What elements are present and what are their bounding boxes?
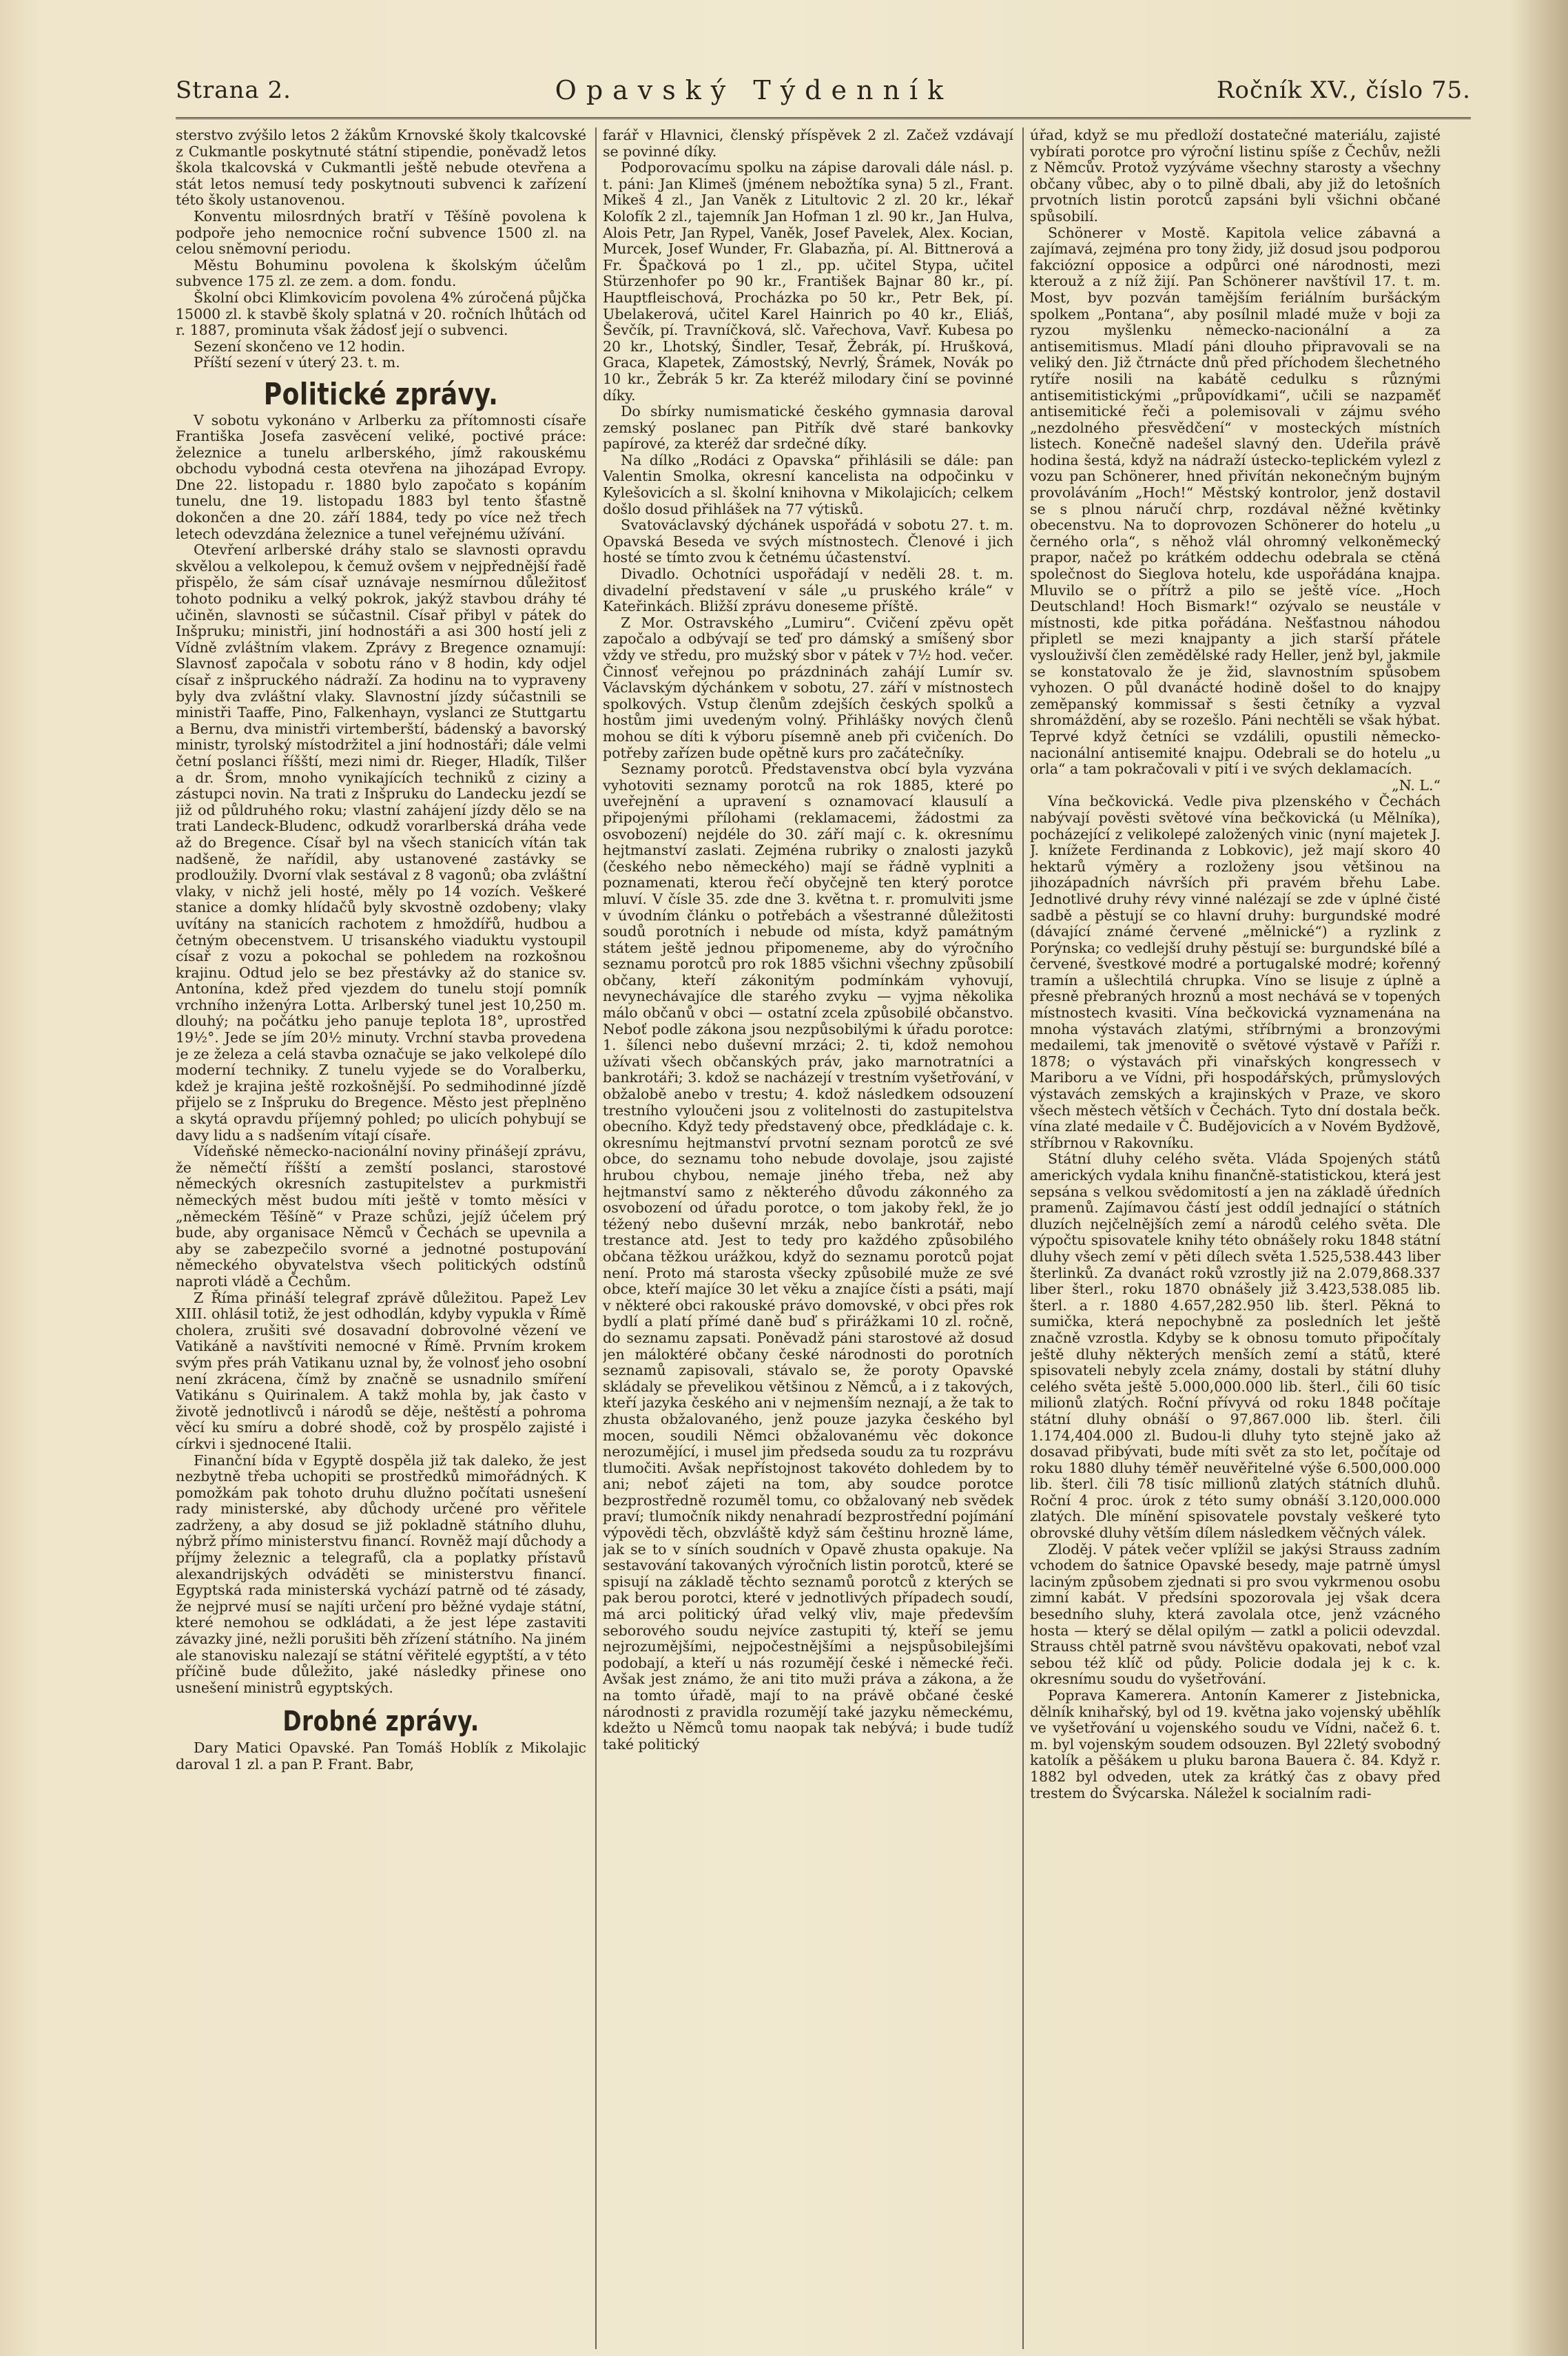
article-paragraph: Městu Bohuminu povolena k školským účelům subvence 175 zl. ze zem. a dom. fondu. [176, 256, 586, 290]
article-paragraph: Vína bečkovická. Vedle piva plzenského v Čechách nabývají pověsti světové vína bečkovická (u Mělníka), pocházející z velikolepé založených vinic (nyní majetek J. J. knížete Ferdinanda z Lobkovic), jež mají skoro 40 hektarů výměry a rozloženy jsou většinou na jihozápadních návrších při pravém břehu Labe. Jednotlivé druhy révy vinné nalézají se zde v úplné čisté sadbě a pěstují se co hlavní druhy: burgundské modré (dávající známé červené „mělnické“) a ryzlink z Porýnska; co vedlejší druhy pěstují se: burgundské bílé a červené, švestkové modré a portugalské modré; kořenný tramín a ušlechtilá chrupka. Víno se lisuje z úplně a přesně přebraných hroznů a most nechává se v topených místnostech kvasiti. Vína bečkovická vyznamenána na mnoha výstavách zlatými, stříbrnými a bronzovými medailemi, tak jmenovitě o světové výstavě v Paříži r. 1878; o výstavách při vinařských kongressech v Mariboru a ve Vídni, při hospodářských, průmyslových výstavách zemských a krajinských v Praze, ve skoro všech městech větších v Čechách. Tyto dní dostala bečk. vína zlaté medaile v Č. Budějovicích a v Novém Bydžově, stříbrnou v Rakovníku. [1030, 793, 1441, 1151]
column-1 [176, 127, 586, 2356]
article-paragraph: Seznamy porotců. Představenstva obcí byla vyzvána vyhotoviti seznamy porotců na rok 1885, které po uveřejnění a upravení s oznamovací klausulí a připojenými přílohami (reklamacemi, žádostmi za osvobození) nejdéle do 30. září mají c. k. okresnímu hejtmanství zaslati. Zejména rubriky o znalosti jazyků (českého nebo německého) mají se řádně vyplniti a poznamenati, kterou řečí obyčejně ten který porotce mluví. V čísle 35. zde dne 3. května t. r. promulviti jsme v úvodním článku o potřebách a všestranné důležitosti soudů porotních i nebude od místa, když památným státem ještě jednou připomeneme, aby do výročního seznamu porotců pro rok 1885 všichni všechny způsobilí občany, kteří zákonitým podmínkám vyhovují, nevynechávajíce dle starého zvyku — vyjma několika málo občanů v obci — ostatní zcela způsobilé občanstvo. Neboť podle zákona jsou nezpůsobilými k úřadu porotce: 1. šílenci nebo duševní mrzáci; 2. ti, kdož nemohou užívati všech občanských práv, jako marnotratníci a bankrotáři; 3. kdož se nacházejí v trestním vyšetřování, v obžalobě anebo v trestu; 4. kdož následkem odsouzení trestního vyloučeni jsou z volitelnosti do zastupitelstva obecního. Když tedy představený obce, předkládaje c. k. okresnímu hejtmanství prvotní seznam porotců ze své obce, do seznamu toho nebude dovolaje, jsou zajisté hrubou chybou, nemaje jiného třeba, než aby hejtmanství samo z některého důvodu zákonného za osvobození od úřadu porotce, o tom jakoby řekl, že jo téžený nebo duševní mrzák, nebo bankrotář, nebo trestance atd. Jest to tedy pro každého způsobilého občana těžkou urážkou, když do seznamu porotců pojat není. Proto má starosta všecky způsobilé muže ze své obce, kteří majíce 30 let věku a znajíce čísti a psáti, mají v některé obci rakouské právo domovské, v obci přes rok bydlí a platí přímé daně buď s přirážkami 10 zl. ročně, do seznamu zapsati. Poněvadž páni starostové až dosud jen máloktéré občany české národnosti do porotních seznamů zapisovali, stávalo se, že poroty Opavské skládaly se převelikou většinou z Němců, a i z takových, kteří jazyka českého ani v nejmenším neznají, a že tak to zhusta obžalovaného, jenž pouze jazyka českého byl mocen, soudili Němci obžalovanému věc dokonce nerozumějící, i musel jim předseda soudu za tu rozprávu tlumočiti. Avšak nepřístojnost takovéto dohledem by to ani; neboť zájeti na tom, aby soudce porotce bezprostředně rozuměl tomu, co obžalovaný neb svědek praví; tlumočník nikdy nenahradí bezprostřední pojímání výpovědi těch, obzvláště když sám češtinu hrozně láme, jak se to v síních soudních v Opavě zhusta opakuje. Na sestavování takovaných výročních listin porotců, které se spisují na základě těchto seznamů porotců z kterých se pak berou porotci, které v jednotlivých případech soudí, má arci politický úřad velký vliv, maje především seborového soudu nejvíce zastupiti tý, kteří se jemu nejrozumějšími, nejpočestnějšími a nejspůsobilejšími podobají, a kteří u nás rozumějí české i německé řeči. Avšak jest známo, že ani tito muži práva a zákona, a že na tomto úřadě, mají to na právě občané české národnosti z pravidla rozumějí také jazyku německému, kdežto u Němců tomu naopak tak nebývá; i bude tudíž také politický [603, 761, 1013, 1753]
header-rule [176, 117, 1471, 119]
article-paragraph: Do sbírky numismatické českého gymnasia daroval zemský poslanec pan Pitřík dvě staré bankovky papírové, za kteréž dar srdečné díky. [603, 403, 1013, 453]
article-paragraph: Podporovacímu spolku na zápise darovali dále násl. p. t. páni: Jan Klimeš (jménem nebožtíka syna) 5 zl., Frant. Mikeš 4 zl., Jan Vaněk z Litultovic 2 zl. 20 kr., lékař Kolofík 2 zl., tajemník Jan Hofman 1 zl. 90 kr., Jan Hulva, Alois Petr, Jan Rypel, Vaněk, Josef Pavelek, Alex. Kocian, Murcek, Josef Wunder, Fr. Glabazňa, pí. Al. Bittnerová a Fr. Špačková po 1 zl., pp. učitel Stypa, učitel Stürzenhofer po 90 kr., František Bajnar 80 kr., pí. Hauptfleischová, Procházka po 50 kr., Petr Bek, pí. Ubelakerová, učitel Karel Hainrich po 40 kr., Eliáš, Ševčík, pí. Travníčková, slč. Vařechova, Vavř. Kubesa po 20 kr., Lhotský, Šindler, Tesař, Žebrák, pí. Hrušková, Graca, Klapetek, Zámostský, Nevrlý, Šrámek, Novák po 10 kr., Žebrák 5 kr. Za kteréž milodary činí se povinné díky. [603, 159, 1013, 404]
article-signature: „N. L.“ [1392, 776, 1441, 794]
article-paragraph: sterstvo zvýšilo letos 2 žákům Krnovské školy tkalcovské z Cukmantle poskytnuté státní stipendie, poněvadž letos škola tkalcovská v Cukmantli ještě nebude otevřena a stát letos nemusí tedy poskytnouti subvenci k zařízení této školy ustanovenou. [176, 127, 586, 209]
article-paragraph: Otevření arlberské dráhy stalo se slavnosti opravdu skvělou a velkolepou, k čemuž ovšem v nejpřednější řadě přispělo, že sám císař uznávaje nesmírnou důležitosť tohoto podniku a velký pokrok, jakýž stavbou dráhy té učiněn, slavnosti se súčastnil. Císař přibyl v pátek do Inšpruku; ministři, jiní hodnostáři a asi 300 hostí jeli z Vídně zvláštním vlakem. Zprávy z Bregence oznamují: Slavnosť započala v sobotu ráno v 8 hodin, kdy odjel císař z inšpruckého nádraží. Za hodinu na to vypraveny byly dva zvláštní vlaky. Slavnostní jízdy súčastnili se ministři Taaffe, Pino, Falkenhayn, vyslanci ze Stuttgartu a Bernu, dva ministři virtemberští, bádenský a bavorský ministr, tyrolský místodržitel a jiní hodnostáři; dále velmi četní poslanci říšští, mezi nimi dr. Rieger, Hladík, Tilšer a dr. Šrom, mnoho vynikajících techniků z ciziny a zástupci novin. Na trati z Inšpruku do Landecku jezdí se již od půldruhého roku; vlastní zahájení jízdy dělo se na trati Landeck-Bludenc, odkudž vorarlberská dráha vede až do Bregence. Císař byl na všech stanicích vítán tak nadšeně, že nařídil, aby ustanovené zastávky se prodloužily. Dvorní vlak sestával z 8 vagonů; oba zvláštní vlaky, v nichž jeli hosté, měly po 14 vozích. Veškeré stanice a domky hlídačů byly skvostně ozdobeny; vlaky uvítány na stanicích rachotem z hmoždířů, hudbou a četným obecenstvem. U trisanského viaduktu vystoupil císař z vozu a pokochal se pohledem na rozkošnou krajinu. Odtud jelo se bez přestávky až do stanice sv. Antonína, kdež před vjezdem do tunelu stojí pomník vrchního inženýra Lotta. Arlberský tunel jest 10,250 m. dlouhý; na počátku jeho panuje teplota 18°, uprostřed 19½°. Jede se jím 20½ minuty. Vrchní stavba provedena je ze železa a celá stavba označuje se jako velkolepé dílo moderní techniky. Z tunelu vyjede se do Voralberku, kdež je krajina ještě rozkošnější. Po sedmihodinné jízdě přijelo se z Inšpruku do Bregence. Město jest přeplněno a skytá opravdu příjemný pohled; po ulicích pohybují se davy lidu a s nadšením vítají císaře. [176, 541, 586, 1144]
article-paragraph: Finanční bída v Egyptě dospěla již tak daleko, že jest nezbytně třeba uchopiti se prostředků mimořádných. K pomožkám pak tohoto druhu dlužno počítati usnešení rady ministerské, aby důchody určené pro věřitele zadrženy, a aby dosud se již pokladně státního dluhu, nýbrž přímo ministerstvu financí. Rovněž mají důchody a příjmy železnic a telegrafů, cla a poplatky přístavů alexandrijských odváděti se ministerstvu financí. Egyptská rada ministerská vychází patrně od té zásady, že nejprvé musí se najíti určení pro běžné vydaje státní, které nemohou se odkládati, a že jest lépe zastaviti závazky jiné, nežli porušiti běh zřízení státního. Na jiném ale stanovisku nalezají se státní věřitelé egyptští, a v této příčině bude důležito, jaké následky přinese ono usnešení ministrů egyptských. [176, 1451, 586, 1696]
article-paragraph: Vídeňské německo-nacionální noviny přinášejí zprávu, že němečtí říšští a zemští poslanci, starostové německých okresních zastupitelstev a purkmistři německých měst budou míti ještě v tomto měsíci v „německém Těšíně“ v Praze schůzi, jejíž účelem prý bude, aby organisace Němců v Čechách se upevnila a aby se zabezpečilo svorné a jednotné postupování německého obyvatelstva všech politických odstínů naproti vládě a Čechům. [176, 1143, 586, 1290]
article-paragraph: Příští sezení v úterý 23. t. m. [194, 354, 400, 371]
article-paragraph: Z Mor. Ostravského „Lumiru“. Cvičení zpěvu opět započalo a odbývají se teď pro dámský a smíšený sbor vždy ve středu, pro mužský sbor v pátek v 7½ hod. večer. Činnosť veřejnou po prázdninách zahájí Lumír sv. Václavským dýchánkem v sobotu, 27. září v místnostech spolkových. Vstup členům zdejších českých spolků a hostům jimi uvedeným volný. Přihlášky nových členů mohou se díti k výboru písemně aneb při cvičeních. Do potřeby zařízen bude opětně kurs pro začátečníky. [603, 614, 1013, 761]
column-divider [595, 127, 597, 2349]
column-2 [603, 127, 1013, 2356]
newspaper-title: Opavský Týdenník [555, 75, 953, 105]
article-paragraph: V sobotu vykonáno v Arlberku za přítomnosti císaře Františka Josefa zasvěcení veliké, poctivé práce: železnice a tunelu arlberského, jímž rakouskému obchodu vybodná cesta otevřena na jihozápad Evropy. Dne 22. listopadu r. 1880 bylo započato s kopáním tunelu, dne 19. listopadu 1883 byl tento šťastně dokončen a dne 20. září 1884, tedy po více než třech letech odevzdána železnice a tunel veřejnému užívání. [176, 411, 586, 542]
page-header [176, 66, 1471, 114]
article-paragraph: Divadlo. Ochotníci uspořádají v neděli 28. t. m. divadelní představení v sále „u pruského krále“ v Kateřinkách. Bližší zprávu doneseme příště. [603, 566, 1013, 615]
section-title-politicke: Politické zprávy. [263, 376, 499, 412]
column-divider [1022, 127, 1024, 2349]
article-paragraph: Školní obci Klimkovicím povolena 4% zúročená půjčka 15000 zl. k stavbě školy splatná v 20. ročních lhůtách od r. 1887, prominuta však žádosť její o subvenci. [176, 289, 586, 339]
article-paragraph: Konventu milosrdných bratří v Těšíně povolena k podpoře jeho nemocnice roční subvence 1500 zl. na celou sněmovní periodu. [176, 207, 586, 258]
article-paragraph: úřad, když se mu předloží dostatečné materiálu, zajisté vybírati porotce pro výroční listinu spíše z Čechův, nežli z Němcův. Protož vyzýváme všechny starosty a všechny občany vůbec, aby o to pilně dbali, aby již do letošních prvotních listin porotců zapsáni byli všichni občané spůsobilí. [1030, 127, 1441, 225]
page-number: Strana 2. [176, 76, 291, 104]
article-paragraph: Sezení skončeno ve 12 hodin. [194, 338, 406, 355]
article-paragraph: Svatováclavský dýchánek uspořádá v sobotu 27. t. m. Opavská Beseda ve svých místnostech. Členové i jich hosté se tímto zvou k četnému účastenství. [603, 517, 1013, 566]
page-edge-shadow [1509, 0, 1568, 2356]
article-paragraph: Z Říma přináší telegraf zprávě důležitou. Papež Lev XIII. ohlásil totiž, že jest odhodlán, kdyby vypukla v Římě cholera, zrušiti své dosavadní dobrovolné vězení ve Vatikáně a navštíviti nemocné v Římě. Prvním krokem svým přes práh Vatikanu uznal by, že volnosť jeho osobní není zkrácena, čímž by značně se usnadnilo smíření Vatikánu s Quirinalem. A takž mohla by, jak často v životě jednotlivců i národů se děje, neštěstí a pohroma věcí ku smíru a dobré shodě, což by prospělo zajisté i církvi i sjednocené Italii. [176, 1289, 586, 1452]
article-paragraph: Zloděj. V pátek večer vplížil se jakýsi Strauss zadním vchodem do šatnice Opavské besedy, maje patrně úmysl laciným způsobem zjednati si pro svou vykrmenou osobu zimní kabát. V předsíni spozorovala jej však dcera besedního sluhy, která zavolala otce, jenž vzácného hosta — který se dělal opilým — zatkl a policii odevzdal. Strauss chtěl patrně svou návštěvu opakovati, neboť vzal sebou též klíč od půdy. Policie dodala jej k c. k. okresnímu soudu do vyšetřování. [1030, 1540, 1441, 1688]
section-title-drobne: Drobné zprávy. [282, 1706, 479, 1738]
issue-number: Ročník XV., číslo 75. [1216, 76, 1471, 104]
article-paragraph: Schönerer v Mostě. Kapitola velice zábavná a zajímavá, zejména pro tony židy, již dosud jsou podporou fakciózní opposice a odpůrci oné národnosti, mezi kterouž a z níž žijí. Pan Schönerer navštívil 17. t. m. Most, byv pozván tamějším feriálním buršáckým spolkem „Pontana“, aby posílnil mladé muže v boji za ryzou myšlenku německo-nacionální a za antisemitismus. Mladí páni dlouho připravovali se na veliký den. Již čtrnácte dnů před příchodem šlechetného rytíře nosili na kabátě cedulku s různými antisemitistickými „průpovídkami“, učili se nazpaměť antisemitické řeči a polemisovali v zájmu svého „nezdolného přesvědčení“ v mosteckých místních listech. Konečně nadešel slavný den. Udeřila právě hodina šestá, když na nádraží ústecko-teplickém vylezl z vozu pan Schönerer, hned přivítán nekonečným bujným provoláváním „Hoch!“ Městský kontrolor, jenž dostavil se s plnou náručí chrp, rozdával něžné květinky obecenstvu. Na to doprovozen Schönerer do hotelu „u černého orla“, s něhož vlál ohromný velkoněmecký prapor, načež po krátkém oddechu odebrala se ctěná společnost do Sieglova hotelu, kde uspořádána knajpa. Mluvilo se o přítrž a pilo se ještě více. „Hoch Deutschland! Hoch Bismark!“ ozývalo se neustále v místnosti, kde pitka pořádána. Nešťastnou náhodou připletl se mezi knajpanty a jich starší přátele vyslouživší člen zemědělské rady Heller, jenž byl, jakmile se konstatovalo že je žid, slavnostním spůsobem vyhozen. O půl dvanácté hodině došel to do knajpy zeměpanský kommissař s šesti četníky a vyzval shromáždění, aby se rozešlo. Páni nechtěli se však hýbat. Teprvé když četníci se vzdálili, opustili německo-nacionální antisemité knajpu. Odebrali se do hotelu „u orla“ a tam pokračovali v pití i ve svých deklamacích. [1030, 224, 1441, 778]
article-paragraph: Na dílko „Rodáci z Opavska“ přihlásili se dále: pan Valentin Smolka, okresní kancelista na odpočinku v Kylešovicích a sl. školní knihovna v Mikolajicích; celkem došlo dosud přihlášek na 77 výtisků. [603, 451, 1013, 517]
article-paragraph: Státní dluhy celého světa. Vláda Spojených států amerických vydala knihu finančně-statistickou, která jest sepsána s velkou svědomitostí a jen na základě úředních pramenů. Zajímavou částí jest oddíl jednající o státních dluzích nejčelnějších zemí a národů celého světa. Dle výpočtu spisovatele knihy této obnášely roku 1848 státní dluhy všech zemí v pěti dílech světa 1.525,538.443 liber šterlinků. Za dvanáct roků vzrostly již na 2.079,868.337 liber šterl., roku 1870 obnášely již 3.423,538.085 lib. šterl. a r. 1880 4.657,282.950 lib. šterl. Pěkná to sumička, která nepochybně za posledních let ještě značně vzrostla. Kdyby se k obnosu tomuto připočítaly ještě dluhy některých menších zemí a států, které spisovateli nebyly zcela známy, dostali by státní dluhy celého světa ještě 5.000,000.000 lib. šterl., čili 60 tisíc milionů zlatých. Roční přívyvá od roku 1848 počítaje státní dluhy obnáší o 97,867.000 lib. šterl. čili 1.174,404.000 zl. Budou-li dluhy tyto stejně jako až dosavad přibývati, bude míti svět za sto let, počítaje od roku 1880 dluhy téměř neuvěřitelné výše 6.500,000.000 lib. šterl. čili 78 tisíc millionů zlatých státních dluhů. Roční 4 proc. úrok z této sumy obnáší 3.120,000.000 zlatých. Dle mínění spisovatele povstaly veškeré tyto obrovské dluhy větším dílem následkem věčných válek. [1030, 1150, 1441, 1542]
column-3 [1030, 127, 1441, 2356]
article-paragraph: farář v Hlavnici, členský příspěvek 2 zl. Začež vzdávají se povinné díky. [603, 127, 1013, 160]
article-paragraph: Dary Matici Opavské. Pan Tomáš Hoblík z Mikolajic daroval 1 zl. a pan P. Frant. Babr, [176, 1739, 586, 1773]
article-paragraph: Poprava Kamerera. Antonín Kamerer z Jistebnicka, dělník knihařský, byl od 19. května jako vojenský uběhlík ve vyšetřování u vojenského soudu ve Vídni, načež 6. t. m. byl vojenským soudem odsouzen. Byl 22letý svobodný katolík a pěšákem u pluku barona Bauera č. 84. Když r. 1882 byl odveden, utek za krátký čas z obavy před trestem do Švýcarska. Náležel k socialním radi- [1030, 1687, 1441, 1801]
